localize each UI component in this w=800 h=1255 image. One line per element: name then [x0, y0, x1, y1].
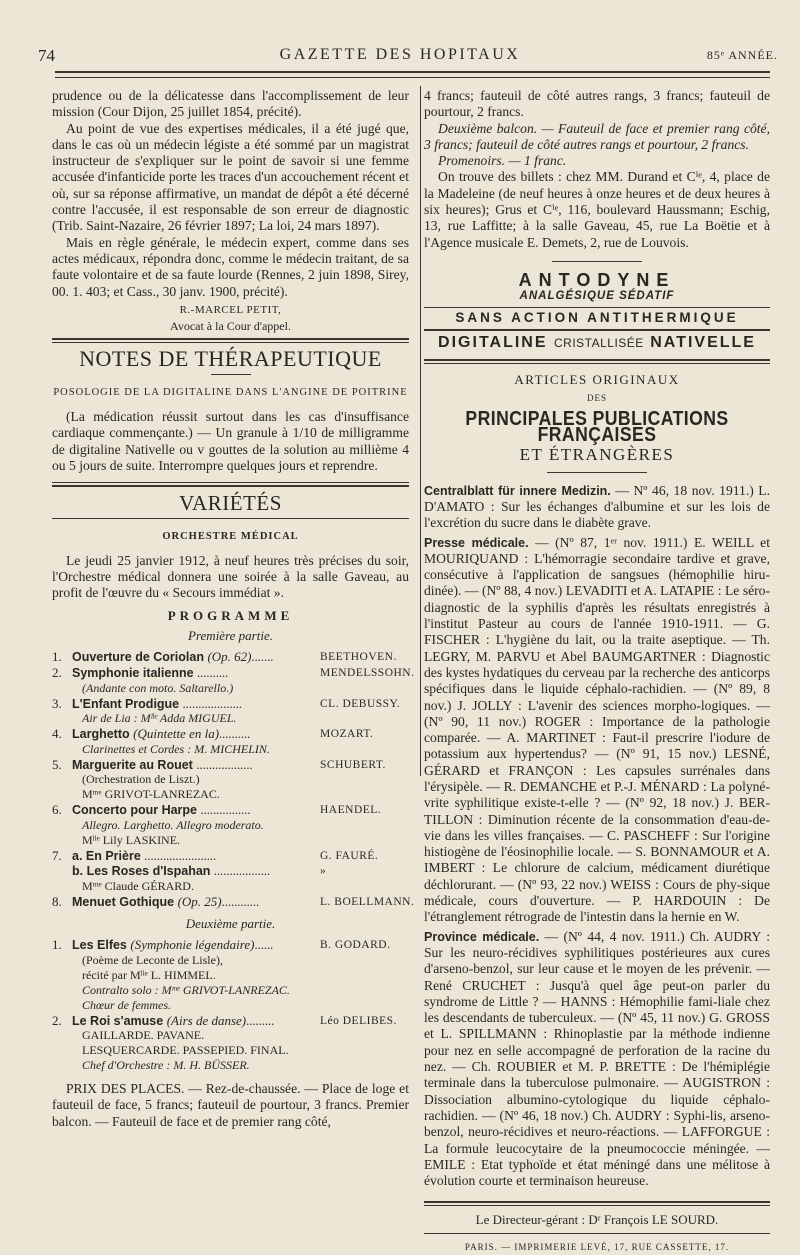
programme-performer: Chef d'Orchestre : M. H. BÜSSER. — [82, 1058, 250, 1073]
programme-composer: BEETHOVEN. — [320, 651, 397, 664]
header-rule-thin — [55, 77, 770, 78]
left-column — [52, 88, 415, 1130]
programme-performer: (Orchestration de Liszt.) — [82, 772, 200, 787]
articles-title: ARTICLES ORIGINAUX — [514, 372, 680, 388]
posologie-text: (La médication réussit surtout dans les cas d'insuffisance cardiaque commençante.) — Un granule à 1/10 de milligramme de digitaline Nativelle ou v gouttes de la solution au millième 4 ou 5 jours de suite. Interrompre quelques jours et reprendre. — [52, 409, 409, 473]
header-rule — [55, 71, 770, 73]
programme-composer: G. FAURÉ. — [320, 849, 379, 862]
programme-composer: HAENDEL. — [320, 804, 382, 817]
articles-principales: PRINCIPALES PUBLICATIONS FRANÇAISES — [465, 407, 729, 447]
prix-text: PRIX DES PLACES. — Rez-de-chaussée. — Place de loge et fauteuil de face, 5 francs; fauteuil de pourtour, 3 francs. Premier balcon. — Fauteuil de face et de premier rang côté, — [52, 1081, 409, 1129]
programme-dots: ................ — [200, 803, 251, 818]
programme-detail: (Symphonie légendaire) — [130, 936, 255, 952]
programme-dots: .......... — [219, 727, 251, 742]
page-number: 74 — [38, 46, 55, 65]
part-two-label: Deuxième partie. — [185, 915, 276, 931]
programme-detail: (Airs de danse) — [166, 1012, 247, 1028]
year-label: 85ᵉ ANNÉE. — [706, 48, 778, 62]
publication-text: — Nº 46, 18 nov. 1911.) L. D'AMATO : Sur les échanges d'albumine et sur les lois de l'excrétion du sucre dans le diabète grave. — [424, 482, 770, 531]
programme-item — [52, 863, 409, 879]
programme-number: 6. — [52, 802, 62, 818]
programme-title: Le Roi s'amuse (Airs de danse)......... — [72, 1012, 275, 1028]
programme-dots: ...... — [254, 937, 274, 952]
short-rule — [552, 261, 642, 262]
programme-performer: Contralto solo : Mᵐᵉ GRIVOT-LANREZAC. — [82, 982, 290, 997]
short-rule — [547, 472, 647, 473]
programme-detail: (Quintette en la) — [133, 726, 220, 742]
prix-continued: Promenoirs. — 1 franc. — [438, 153, 567, 169]
programme-number: 8. — [52, 894, 62, 910]
programme-dots: .................. — [213, 864, 271, 879]
programme-number: 2. — [52, 1012, 62, 1028]
column-separator — [420, 86, 421, 776]
programme-composer: CL. DEBUSSY. — [320, 697, 401, 710]
programme-item — [52, 757, 409, 773]
programme-item — [52, 726, 409, 742]
programme-title: Les Elfes (Symphonie légendaire)...... — [72, 936, 274, 952]
programme-dots: ....................... — [144, 848, 217, 863]
programme-performer: Mˡˡᵉ Lily LASKINE. — [82, 832, 181, 847]
programme-title: Menuet Gothique (Op. 25)............ — [72, 894, 260, 910]
ad-digitaline: DIGITALINE CRISTALLISÉE NATIVELLE — [438, 333, 756, 351]
publication-journal: Centralblatt für innere Medizin. — [424, 483, 611, 498]
programme-composer: SCHUBERT. — [320, 758, 386, 771]
ad-sans-action: SANS ACTION ANTITHERMIQUE — [455, 309, 739, 325]
programme-title: L'Enfant Prodigue ................... — [72, 696, 242, 711]
short-rule — [211, 374, 251, 375]
programme-item — [52, 696, 409, 712]
printer-line: PARIS. — IMPRIMERIE LEVÉ, 17, RUE CASSETTE, 17. — [464, 1241, 730, 1252]
programme-performer: Air de Lia : Mˡˡᵉ Adda MIGUEL. — [82, 711, 237, 726]
programme-number: 7. — [52, 847, 62, 863]
programme-composer: B. GODARD. — [320, 938, 391, 951]
programme-title: Symphonie italienne .......... — [72, 665, 229, 680]
programme-item — [52, 1013, 409, 1029]
section-rule — [52, 338, 409, 340]
billets-text: On trouve des billets : chez MM. Durand et Cⁱᵉ, 4, place de la Madeleine (de neuf heures à onze heures et de deux heures à six heures); Grus et Cⁱᵉ, 116, boulevard Haussmann; Eschig, 13, rue Laffitte; à la salle Gaveau, 45, rue La Boëtie et à l'Agence musicale E. Demets, 2, rue de Louvois. — [424, 169, 770, 250]
programme-performer: Chœur de femmes. — [82, 997, 171, 1012]
publication-entry — [424, 535, 770, 926]
publication-journal: Presse médicale. — [424, 535, 529, 550]
programme-performer: Mᵐᵉ GRIVOT-LANREZAC. — [82, 787, 220, 802]
programme-dots: ............ — [221, 895, 260, 910]
programme-title: Larghetto (Quintette en la).......... — [72, 726, 251, 742]
programme-dots: .......... — [197, 665, 229, 680]
programme-item — [52, 802, 409, 818]
right-column — [424, 88, 770, 1255]
journal-title: GAZETTE DES HOPITAUX — [279, 46, 521, 63]
programme-dots: ....... — [251, 650, 274, 665]
publication-text: — (Nº 44, 4 nov. 1911.) Ch. AUDRY : Sur les neuro-récidives syphilitiques postérieures aux cures d'arseno-benzol, sur leur cause et le moyen de les prévenir. — René CRUCHET : Jusqu'à quel âge peut-on parler du syndrome de Little ? — HANNS : Hémophilie fami-liale chez les descendants de tuberculeux. — (Nº 45, 11 nov.) G. GROSS et L. SPILLMANN : Rhinoplastie par la méthode indienne pour nez en selle accompagné de perforation de la racine du nez. — Ch. ROUBIER et M. P. BRETTE : De l'hémiplégie terminale dans la tuberculose pulmonaire. — AUGISTRON : Dissociation albumino-cytologique du liquide céphalo-rachidien. — (Nº 46, 18 nov.) Ch. AUDRY : Syphi-lis, arseno-benzol, neuro-récidives et neuro-réactions. — LAFFORGUE : La formule leucocytaire de la pneumococcie méningée. — EMILE : Etat typhoïde et état méningé dans une mélitose à évolution courte et terminaison heureuse. — [424, 928, 770, 1189]
footer-rule-thin — [424, 1205, 770, 1206]
programme-performer: Clarinettes et Cordes : M. MICHELIN. — [82, 741, 270, 756]
publications-list — [424, 483, 770, 1190]
programme-part-two — [52, 937, 409, 1073]
programme-composer: MOZART. — [320, 728, 374, 741]
programme-title: a. En Prière ....................... — [72, 848, 217, 863]
programme-performer: Mᵐᵉ Claude GÉRARD. — [82, 879, 194, 894]
footer-rule — [424, 1233, 770, 1234]
section-rule-thick — [52, 485, 409, 487]
section-rule-thin — [424, 363, 770, 364]
programme-detail: (Op. 62) — [207, 649, 252, 665]
programme-composer: L. BOELLMANN. — [320, 896, 415, 909]
publication-entry — [424, 929, 770, 1190]
programme-number: 5. — [52, 756, 62, 772]
orchestre-heading: ORCHESTRE MÉDICAL — [162, 530, 299, 542]
programme-number: 3. — [52, 695, 62, 711]
programme-performer: Allegro. Larghetto. Allegro moderato. — [82, 817, 264, 832]
ad-antodyne: ANTODYNE — [518, 269, 676, 290]
programme-title: b. Les Roses d'Ispahan .................. — [72, 864, 271, 879]
programme-item — [52, 664, 415, 681]
director-line: Le Directeur-gérant : Dʳ François LE SOURD. — [475, 1212, 719, 1228]
programme-item — [52, 649, 409, 665]
section-rule — [52, 518, 409, 519]
varietes-title: VARIÉTÉS — [179, 491, 282, 516]
posologie-heading: POSOLOGIE DE LA DIGITALINE DANS L'ANGINE DE POITRINE — [53, 386, 408, 398]
programme-number: 1. — [52, 649, 62, 665]
articles-etrangeres: ET ÉTRANGÈRES — [519, 445, 675, 465]
programme-title: Ouverture de Coriolan (Op. 62)....... — [72, 649, 274, 665]
programme-title: Marguerite au Rouet .................. — [72, 757, 253, 772]
signature-role: Avocat à la Cour d'appel. — [170, 319, 291, 334]
footer-rule — [424, 1201, 770, 1203]
therapeutique-title: NOTES DE THÉRAPEUTIQUE — [79, 346, 382, 372]
advertisement — [424, 269, 770, 351]
articles-des: DES — [586, 393, 607, 404]
programme-composer: MENDELSSOHN. — [320, 666, 415, 679]
intro-paragraph: prudence ou de la délicatesse dans l'accomplissement de leur mission (Cour Dijon, 25 juillet 1854, précité). — [52, 88, 409, 120]
intro-paragraph: Au point de vue des expertises médicales, il a été jugé que, dans le cas où un médecin légiste a été sommé par un magistrat instructeur de s'expliquer sur le point de savoir si une femme accusée d'infanticide porte les traces d'un accouchement récent et où, sur sa réponse affirmative, un mandat de dépôt a été décerné contre l'accusée, il est responsable de son erreur de diagnostic (Trib. Saint-Nazaire, 26 février 1897; La loi, 24 mars 1897). — [52, 120, 409, 234]
programme-detail: (Op. 25) — [177, 894, 222, 910]
programme-composer: Léo DELIBES. — [320, 1014, 397, 1027]
programme-dots: ......... — [246, 1013, 275, 1028]
section-rule — [52, 482, 409, 483]
publication-entry — [424, 483, 770, 532]
programme-dots: .................. — [196, 757, 253, 772]
programme-number: 4. — [52, 726, 62, 742]
section-rule-thin — [52, 342, 409, 343]
section-rule-thick — [424, 359, 770, 361]
programme-title: Concerto pour Harpe ................ — [72, 803, 251, 818]
programme-performer: GAILLARDE. PAVANE. — [82, 1028, 205, 1043]
signature-name: R.-MARCEL PETIT, — [179, 303, 282, 316]
programme-dots: ................... — [182, 696, 242, 711]
orchestre-text: Le jeudi 25 janvier 1912, à neuf heures très précises du soir, l'Orchestre médical donnera une soirée à la salle Gaveau, au profit de l'œuvre du « Secours immédiat ». — [52, 552, 409, 601]
programme-performer: (Andante con moto. Saltarello.) — [82, 680, 234, 695]
programme-performer: LESQUERCARDE. PASSEPIED. FINAL. — [82, 1043, 289, 1058]
programme-composer: » — [320, 865, 327, 878]
programme-number: 2. — [52, 664, 62, 680]
programme-performer: récité par Mˡˡᵉ L. HIMMEL. — [82, 967, 216, 982]
programme-item — [52, 894, 415, 910]
publication-journal: Province médicale. — [424, 929, 540, 944]
programme-part-one — [52, 649, 415, 910]
programme-number: 1. — [52, 936, 62, 952]
programme-item — [52, 848, 409, 864]
programme-performer: (Poème de Leconte de Lisle), — [82, 952, 223, 967]
part-one-label: Première partie. — [188, 628, 273, 644]
prix-continued: 4 francs; fauteuil de côté autres rangs, 3 francs; fauteuil de pourtour, 2 francs. — [424, 88, 770, 120]
programme-item — [52, 937, 409, 953]
prix-continued: Deuxième balcon. — Fauteuil de face et premier rang côté, 3 francs; fauteuil de côté autres rangs et pourtour, 2 francs. — [424, 120, 770, 152]
ad-analgesique: ANALGÉSIQUE SÉDATIF — [519, 290, 675, 303]
publication-text: — (Nº 87, 1ᵉʳ nov. 1911.) E. WEILL et MOURIQUAND : L'hémorragie secondaire tardive et grave, consécutive à l'application de sangsues (hémophilie hiru-dinée). — (Nº 88, 4 nov.) LEVADITI et A. LATAPIE : Le séro-diagnostic de la syphilis d'après les résultats enregistrés à l'institut Pasteur au cours de l'année 1910-1911. — G. FISCHER : L'hygiène du lait, ou la traite aseptique. — Th. LEGRY, M. PARVU et Abel BAUMGARTNER : Diagnostic des kystes hydatiques du cerveau par la recherche des anticorps spécifiques dans le liquide céphalo-rachidien. — (Nº 89, 8 nov.) J. JOLLY : L'avenir des sciences morpho-logiques. — (Nº 90, 11 nov.) ROGER : Importance de la pathologie comparée. — A. MARTINET : Faut-il prescrire l'iodure de potassium aux hypertendus? — (Nº 91, 15 nov.) LESNÉ, GÉRARD et FRANÇON : Les capsules surrénales dans l'érysipèle. — R. DEMANCHE et P.-J. MÉNARD : La polyné-vrite syphilitique existe-t-elle ? — (Nº 92, 18 nov.) J. BER-TILLON : Diminution récente de la consommation d'eau-de-vie dans les villes françaises. — C. PASCHEFF : Sur l'origine histiogène de l'éosinophilie locale. — S. BONNAMOUR et A. IMBERT : Le chlorure de calcium, médicament diurétique déchlorurant. — (Nº 93, 22 nov.) WEISS : Cours de phy-sique médicale, cours d'ouverture. — P. HARDOUIN : De l'étranglement rétrograde de l'intestin dans la hernie en W. — [424, 534, 770, 925]
programme-title: PROGRAMME — [167, 607, 294, 623]
intro-paragraph: Mais en règle générale, le médecin expert, comme dans ses actes médicaux, répondra donc, comme le médecin traitant, de sa faute volontaire et de sa faute lourde (Rennes, 2 juin 1898, Sirey, 00. 1. 403; et Cass., 30 janv. 1900, précité). — [52, 234, 409, 299]
